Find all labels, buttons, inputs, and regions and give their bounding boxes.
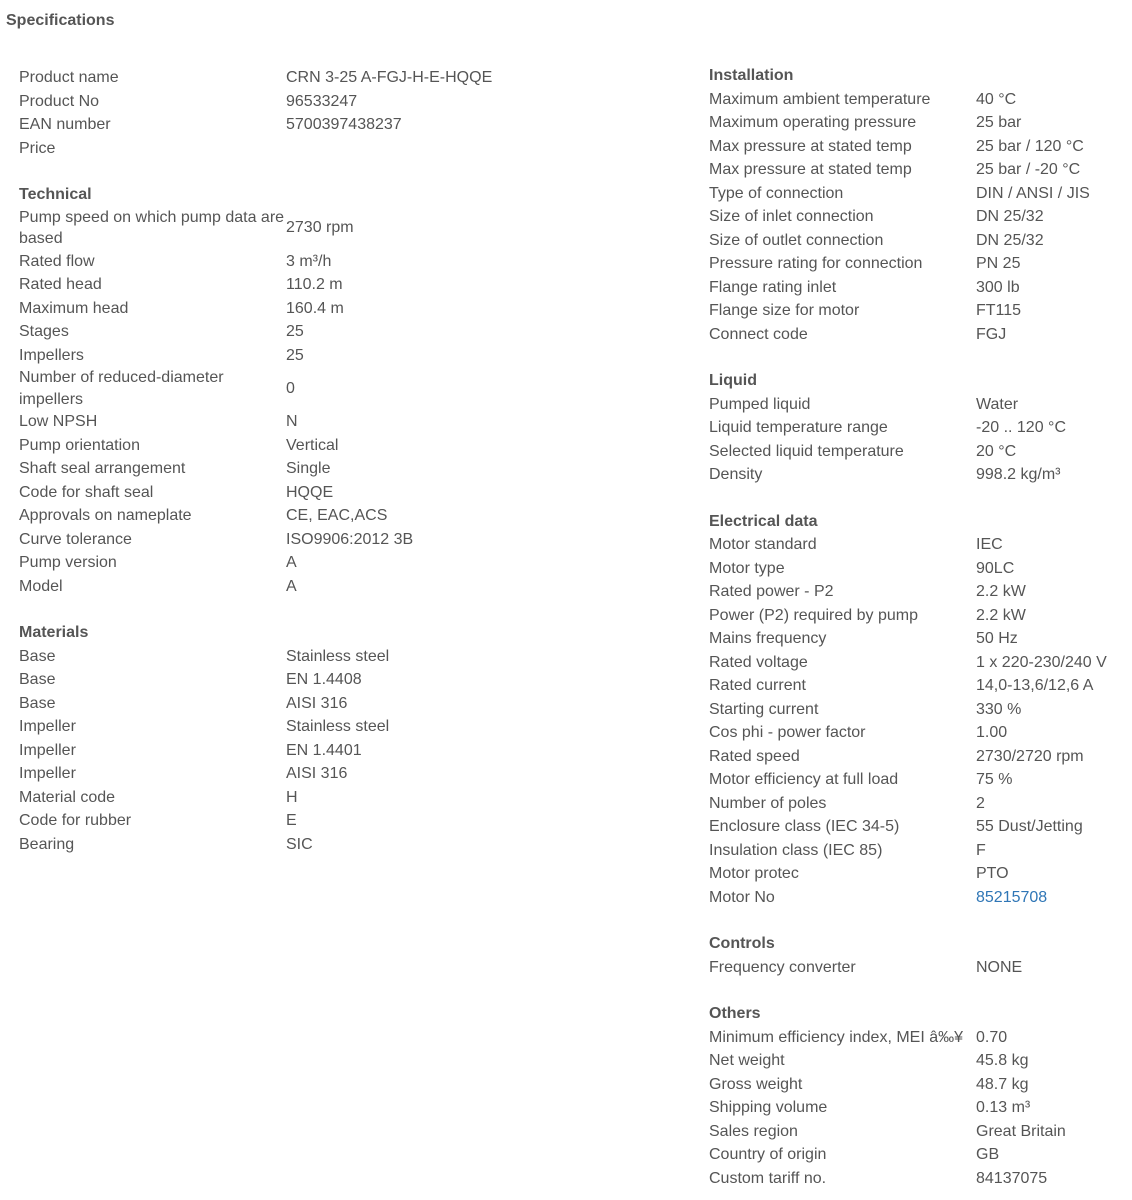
spec-value: Stainless steel — [286, 647, 390, 665]
spec-label: Rated flow — [19, 252, 95, 270]
spec-value: 20 °C — [976, 442, 1017, 460]
spec-value: Water — [976, 395, 1019, 413]
spec-label: Impellers — [19, 346, 84, 364]
spec-row — [709, 111, 1132, 135]
spec-value: 25 bar — [976, 114, 1022, 131]
motor-no-link[interactable]: 85215708 — [976, 888, 1048, 906]
spec-label: Motor No — [709, 888, 775, 906]
spec-label: Maximum operating pressure — [709, 114, 917, 131]
spec-label: Connect code — [709, 325, 808, 343]
spec-label: Model — [19, 577, 63, 595]
spec-value: 25 — [286, 323, 304, 340]
spec-row — [709, 323, 1132, 347]
spec-value: 0.13 m³ — [976, 1099, 1031, 1116]
spec-value: EN 1.4401 — [286, 741, 362, 759]
materials-table — [19, 645, 539, 857]
spec-value: A — [286, 577, 297, 595]
spec-value: 96533247 — [286, 92, 358, 110]
spec-row — [709, 674, 1132, 698]
section-title-technical: Technical — [19, 186, 92, 203]
spec-row — [709, 839, 1132, 863]
spec-label: Insulation class (IEC 85) — [709, 841, 883, 859]
spec-value: DN 25/32 — [976, 208, 1044, 225]
technical-table — [19, 207, 539, 599]
spec-value — [286, 137, 539, 161]
spec-value: CRN 3-25 A-FGJ-H-E-HQQE — [286, 69, 493, 86]
liquid-section — [709, 369, 1132, 487]
spec-value: 300 lb — [976, 278, 1020, 296]
spec-label: Rated power - P2 — [709, 583, 834, 600]
spec-row — [709, 1096, 1132, 1120]
spec-row — [19, 90, 539, 114]
spec-value: IEC — [976, 536, 1003, 553]
spec-label: Material code — [19, 788, 116, 806]
spec-label: Motor efficiency at full load — [709, 771, 899, 788]
spec-row — [709, 88, 1132, 112]
spec-value: DIN / ANSI / JIS — [976, 184, 1090, 202]
spec-value: 90LC — [976, 559, 1015, 577]
spec-row — [709, 299, 1132, 323]
spec-row — [709, 768, 1132, 792]
spec-label: Product name — [19, 69, 119, 86]
spec-label: Cos phi - power factor — [709, 724, 866, 741]
spec-row — [709, 627, 1132, 651]
spec-row — [709, 393, 1132, 417]
spec-label: Max pressure at stated temp — [709, 137, 912, 155]
spec-value: 55 Dust/Jetting — [976, 818, 1083, 835]
spec-row — [709, 815, 1132, 839]
spec-label: Power (P2) required by pump — [709, 606, 918, 624]
spec-row — [19, 715, 539, 739]
spec-label: EAN number — [19, 116, 111, 133]
spec-row — [19, 410, 539, 434]
spec-row — [19, 833, 539, 857]
spec-value: 998.2 kg/m³ — [976, 466, 1061, 483]
spec-row — [709, 1143, 1132, 1167]
spec-row — [19, 692, 539, 716]
spec-label: Impeller — [19, 765, 76, 782]
electrical-table — [709, 533, 1132, 909]
spec-label: Pressure rating for connection — [709, 255, 923, 272]
spec-label: Code for rubber — [19, 812, 132, 829]
spec-label: Shipping volume — [709, 1099, 828, 1116]
electrical-section — [709, 510, 1132, 910]
spec-label: Motor standard — [709, 536, 817, 553]
spec-label: Approvals on nameplate — [19, 507, 192, 524]
spec-label: Curve tolerance — [19, 530, 132, 548]
spec-label: Shaft seal arrangement — [19, 460, 186, 477]
spec-row — [19, 739, 539, 763]
spec-value: DN 25/32 — [976, 231, 1044, 249]
section-title-materials: Materials — [19, 624, 89, 641]
section-title-liquid: Liquid — [709, 372, 757, 389]
spec-label: Density — [709, 466, 763, 483]
spec-label: Motor type — [709, 559, 785, 577]
spec-value: N — [286, 413, 298, 430]
spec-value: CE, EAC,ACS — [286, 507, 388, 524]
spec-value: 160.4 m — [286, 299, 344, 317]
spec-value: 330 % — [976, 700, 1022, 718]
spec-row — [19, 668, 539, 692]
spec-label: Rated speed — [709, 747, 800, 765]
spec-value: 2.2 kW — [976, 606, 1026, 624]
spec-label: Gross weight — [709, 1075, 803, 1093]
spec-value: 25 — [286, 346, 304, 364]
spec-row — [19, 344, 539, 368]
spec-row — [709, 698, 1132, 722]
right-column — [709, 64, 1132, 1200]
spec-row — [19, 113, 539, 137]
installation-section — [709, 64, 1132, 346]
spec-value: FT115 — [976, 302, 1022, 319]
spec-label: Starting current — [709, 700, 819, 718]
spec-value: GB — [976, 1146, 1000, 1163]
spec-label: Minimum efficiency index, MEI â‰¥ — [709, 1028, 964, 1046]
general-section — [19, 66, 539, 160]
spec-label: Type of connection — [709, 184, 844, 202]
spec-row — [709, 862, 1132, 886]
spec-value: 1.00 — [976, 724, 1008, 741]
spec-row — [709, 158, 1132, 182]
spec-label: Impeller — [19, 741, 76, 759]
spec-row — [709, 1073, 1132, 1097]
spec-row — [19, 762, 539, 786]
spec-label: Number of poles — [709, 794, 827, 812]
spec-row — [709, 745, 1132, 769]
spec-value: 110.2 m — [286, 276, 343, 293]
spec-row — [709, 533, 1132, 557]
spec-label: Code for shaft seal — [19, 483, 154, 501]
spec-label: Stages — [19, 323, 69, 340]
spec-value: 25 bar / 120 °C — [976, 137, 1084, 155]
others-table — [709, 1026, 1132, 1191]
spec-value: 3 m³/h — [286, 252, 332, 270]
spec-value: 2 — [976, 794, 985, 812]
spec-value: H — [286, 788, 298, 806]
spec-value: E — [286, 812, 297, 829]
spec-value: -20 .. 120 °C — [976, 419, 1066, 436]
spec-row — [709, 580, 1132, 604]
installation-table — [709, 88, 1132, 347]
spec-row — [709, 229, 1132, 253]
section-title-others: Others — [709, 1005, 761, 1022]
spec-label: Net weight — [709, 1052, 785, 1069]
spec-value: 0.70 — [976, 1028, 1008, 1046]
spec-row — [19, 273, 539, 297]
spec-row — [709, 1026, 1132, 1050]
spec-row — [19, 320, 539, 344]
spec-value: ISO9906:2012 3B — [286, 530, 414, 548]
spec-value: SIC — [286, 835, 313, 853]
spec-row — [709, 1167, 1132, 1191]
spec-row — [709, 135, 1132, 159]
spec-row — [19, 297, 539, 321]
spec-value: 1 x 220-230/240 V — [976, 653, 1107, 671]
spec-value: 0 — [286, 379, 295, 397]
spec-label: Pump orientation — [19, 436, 140, 454]
spec-row — [19, 207, 539, 250]
liquid-table — [709, 393, 1132, 487]
spec-value — [976, 886, 1132, 910]
spec-value: Great Britain — [976, 1122, 1066, 1140]
spec-value: Single — [286, 460, 331, 477]
spec-row — [709, 1120, 1132, 1144]
spec-label: Selected liquid temperature — [709, 442, 904, 460]
spec-value: 75 % — [976, 771, 1013, 788]
spec-value: AISI 316 — [286, 765, 348, 782]
spec-row — [709, 252, 1132, 276]
spec-value: 2730/2720 rpm — [976, 747, 1084, 765]
spec-row — [709, 604, 1132, 628]
section-title-electrical: Electrical data — [709, 512, 818, 530]
spec-label: Product No — [19, 92, 100, 110]
spec-label: Pump speed on which pump data are based — [19, 208, 285, 247]
spec-row — [709, 886, 1132, 910]
spec-value: FGJ — [976, 325, 1007, 343]
spec-value: HQQE — [286, 483, 334, 501]
spec-row — [709, 792, 1132, 816]
section-title-controls: Controls — [709, 935, 775, 952]
spec-value: 14,0-13,6/12,6 A — [976, 677, 1094, 694]
spec-label: Size of outlet connection — [709, 231, 884, 249]
spec-row — [19, 645, 539, 669]
spec-row — [19, 528, 539, 552]
page-title: Specifications — [6, 12, 115, 29]
spec-label: Base — [19, 694, 56, 712]
spec-label: Country of origin — [709, 1146, 827, 1163]
left-column — [19, 66, 539, 879]
spec-value: 84137075 — [976, 1169, 1048, 1187]
spec-row — [709, 440, 1132, 464]
spec-label: Pumped liquid — [709, 395, 811, 413]
spec-label: Custom tariff no. — [709, 1169, 827, 1187]
spec-row — [709, 557, 1132, 581]
spec-row — [709, 416, 1132, 440]
spec-row — [19, 551, 539, 575]
general-table — [19, 66, 539, 160]
spec-label: Rated current — [709, 677, 806, 694]
spec-label: Mains frequency — [709, 630, 827, 647]
spec-row — [709, 276, 1132, 300]
spec-label: Rated voltage — [709, 653, 808, 671]
spec-label: Number of reduced-diameter impellers — [19, 369, 224, 408]
spec-value: 2730 rpm — [286, 219, 354, 237]
spec-row — [19, 434, 539, 458]
spec-value: 25 bar / -20 °C — [976, 161, 1081, 178]
spec-value: 2.2 kW — [976, 583, 1026, 600]
controls-section — [709, 932, 1132, 979]
spec-row — [19, 575, 539, 599]
spec-row — [709, 182, 1132, 206]
spec-row — [19, 786, 539, 810]
spec-label: Enclosure class (IEC 34-5) — [709, 818, 900, 835]
spec-value: 48.7 kg — [976, 1075, 1029, 1093]
spec-label: Frequency converter — [709, 958, 856, 976]
spec-label: Flange size for motor — [709, 302, 860, 319]
spec-label: Base — [19, 671, 56, 688]
spec-label: Base — [19, 647, 56, 665]
spec-row — [709, 651, 1132, 675]
spec-row — [709, 463, 1132, 487]
spec-row — [19, 367, 539, 410]
spec-row — [19, 809, 539, 833]
spec-value: Vertical — [286, 436, 339, 454]
spec-value: AISI 316 — [286, 694, 348, 712]
spec-label: Flange rating inlet — [709, 278, 837, 296]
technical-section — [19, 183, 539, 598]
spec-label: Pump version — [19, 554, 117, 571]
spec-value: EN 1.4408 — [286, 671, 362, 688]
spec-label: Low NPSH — [19, 413, 98, 430]
spec-value: PTO — [976, 865, 1009, 882]
spec-value: NONE — [976, 958, 1023, 976]
spec-label: Liquid temperature range — [709, 419, 888, 436]
spec-label: Price — [19, 139, 56, 157]
spec-value: A — [286, 554, 297, 571]
spec-value: PN 25 — [976, 255, 1021, 272]
spec-value: F — [976, 841, 986, 859]
section-title-installation: Installation — [709, 67, 794, 84]
spec-label: Motor protec — [709, 865, 799, 882]
spec-value: Stainless steel — [286, 718, 390, 735]
spec-row — [19, 250, 539, 274]
spec-label: Sales region — [709, 1122, 798, 1140]
spec-row — [19, 66, 539, 90]
spec-value: 5700397438237 — [286, 116, 402, 133]
spec-label: Maximum head — [19, 299, 129, 317]
spec-row — [709, 956, 1132, 980]
spec-row — [19, 481, 539, 505]
spec-value: 50 Hz — [976, 630, 1018, 647]
spec-label: Max pressure at stated temp — [709, 161, 912, 178]
spec-label: Bearing — [19, 835, 75, 853]
spec-label: Rated head — [19, 276, 102, 293]
spec-row — [709, 1049, 1132, 1073]
spec-value: 40 °C — [976, 90, 1017, 108]
others-section — [709, 1002, 1132, 1190]
controls-table — [709, 956, 1132, 980]
spec-row — [19, 137, 539, 161]
spec-value: 45.8 kg — [976, 1052, 1029, 1069]
spec-row — [709, 205, 1132, 229]
materials-section — [19, 621, 539, 856]
spec-label: Maximum ambient temperature — [709, 90, 931, 108]
spec-label: Size of inlet connection — [709, 208, 874, 225]
spec-label: Impeller — [19, 718, 76, 735]
spec-row — [709, 721, 1132, 745]
spec-row — [19, 504, 539, 528]
spec-row — [19, 457, 539, 481]
